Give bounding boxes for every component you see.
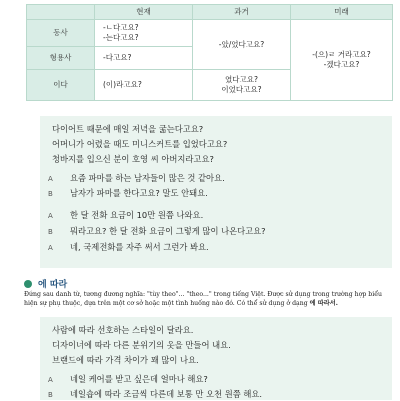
example-sentence: 디자이너에 따라 다른 분위기의 옷을 만들어 내요. <box>52 340 231 350</box>
verb-present-forms <box>95 20 193 47</box>
form-text: -는다고요? <box>103 33 139 42</box>
dialogue-line <box>48 374 208 386</box>
dialogue-text: 요즘 파마를 하는 남자들이 많은 것 같아요. <box>70 173 225 183</box>
example-sentence: 어머니가 어렸을 때도 미니스커트를 입었다고요? <box>52 139 228 149</box>
dialogue-line <box>48 210 203 222</box>
speaker-label: A <box>48 212 53 220</box>
speaker-label: B <box>48 228 53 236</box>
description-bold: 에 따라서. <box>309 300 338 307</box>
header-future: 미래 <box>291 5 393 20</box>
row-label-copula: 이다 <box>27 70 95 101</box>
form-text: -겠다고요? <box>323 60 360 69</box>
example-sentence: 청바지를 입으신 분이 호영 씨 아버지라고요? <box>52 154 214 164</box>
example-sentence: 다이어트 때문에 매일 저녁을 굶는다고요? <box>52 124 204 134</box>
copula-past-forms <box>193 70 291 101</box>
form-text: -(으)ㄹ 거라고요? <box>312 50 371 59</box>
dialogue-text: 뭐라고요? 한 달 전화 요금이 그렇게 많이 나온다고요? <box>70 226 266 236</box>
description-text: Đứng sau danh từ, tương đương nghĩa: "tùy theo"... "theo..." trong tiếng Việt. Được sử dụng trong trường hợp biểu hiện sự phụ thuộc, dựa trên một cơ sở hoặc một tình huống nào đó. Có thể sử dụng ở dạng <box>24 291 383 307</box>
dialogue-line <box>48 173 225 185</box>
header-present: 현재 <box>95 5 193 20</box>
table-header-row <box>27 5 393 20</box>
future-forms <box>291 20 393 101</box>
dialogue-line <box>48 188 208 200</box>
dialogue-text: 네일 케어를 받고 싶은데 얼마나 해요? <box>70 374 208 384</box>
example-sentence: 사람에 따라 선호하는 스타일이 달라요. <box>52 325 194 335</box>
adj-present-form: -다고요? <box>95 47 193 70</box>
table-row <box>27 20 393 47</box>
example-box <box>40 317 392 400</box>
dialogue-text: 한 달 전화 요금이 10만 원쯤 나와요. <box>70 210 204 220</box>
speaker-label: B <box>48 190 53 198</box>
dialogue-line <box>48 389 262 401</box>
dialogue-text: 네일숍에 따라 조금씩 다른데 보통 만 오천 원쯤 해요. <box>70 389 263 399</box>
example-sentence: 브랜드에 따라 가격 차이가 꽤 많이 나요. <box>52 355 199 365</box>
example-box <box>40 116 392 268</box>
dialogue-text: 네, 국제전화를 자주 써서 그런가 봐요. <box>70 242 209 252</box>
form-text: 였다고요? <box>225 75 258 84</box>
row-label-adjective: 형용사 <box>27 47 95 70</box>
speaker-label: A <box>48 244 53 252</box>
section-title: 에 따라 <box>38 280 68 290</box>
copula-present-form: (이)라고요? <box>95 70 193 101</box>
speaker-label: A <box>48 175 53 183</box>
header-corner <box>27 5 95 20</box>
dialogue-text: 남자가 파마를 한다고요? 말도 안돼요. <box>70 188 208 198</box>
row-label-verb: 동사 <box>27 20 95 47</box>
speaker-label: A <box>48 376 53 384</box>
dialogue-line <box>48 242 209 254</box>
bullet-icon <box>24 280 32 288</box>
form-text: -ㄴ다고요? <box>103 23 139 32</box>
header-past: 과거 <box>193 5 291 20</box>
speaker-label: B <box>48 391 53 399</box>
dialogue-line <box>48 226 266 238</box>
section-description <box>24 290 394 308</box>
section-header <box>24 277 67 290</box>
form-text: 이었다고요? <box>221 85 262 94</box>
grammar-table <box>26 4 393 101</box>
verb-adj-past-form: -았/었다고요? <box>193 20 291 70</box>
